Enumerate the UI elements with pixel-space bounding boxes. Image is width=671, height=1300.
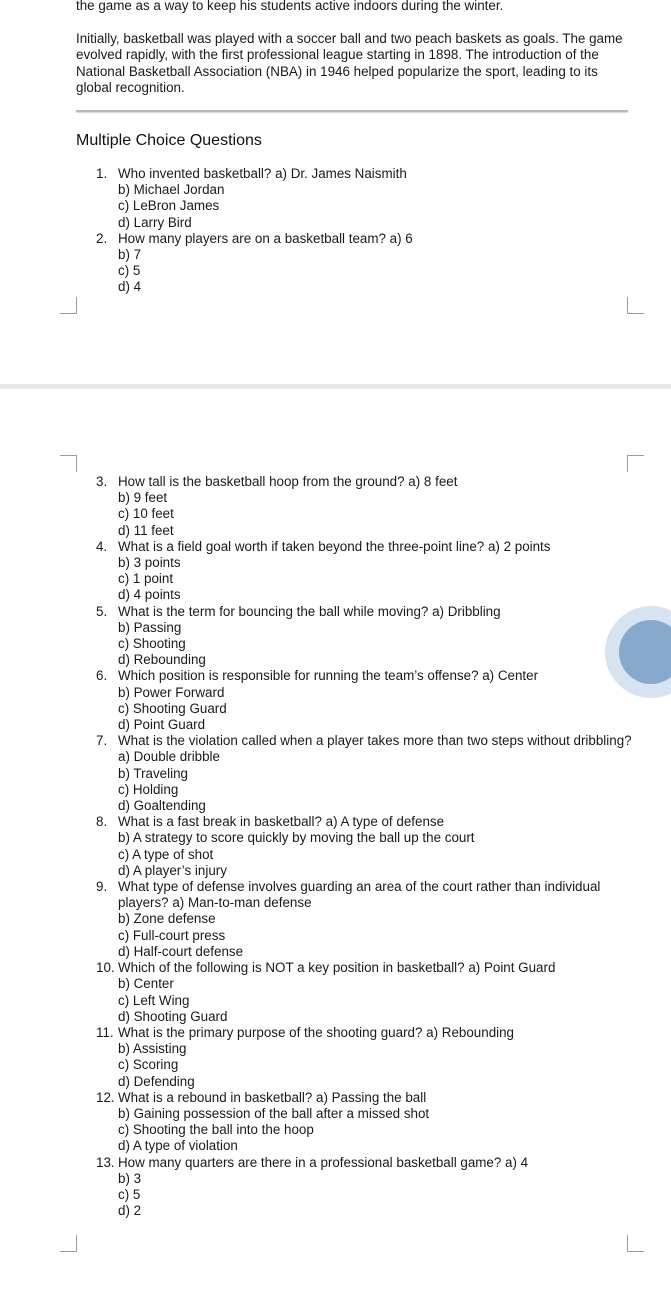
answer-option: d) 2 — [118, 1203, 142, 1219]
question-item — [96, 733, 636, 814]
question-list-page-2 — [96, 474, 636, 1219]
horizontal-rule — [76, 110, 628, 113]
answer-option: b) Center — [118, 976, 174, 992]
question-item — [96, 166, 636, 231]
answer-option: d) Goaltending — [118, 798, 206, 814]
question-text: What is the term for bouncing the ball while moving? a) Dribbling — [118, 603, 501, 619]
answer-option: b) Traveling — [118, 765, 188, 781]
question-number: 11. — [96, 1024, 114, 1040]
answer-option: b) Assisting — [118, 1041, 187, 1057]
answer-option: d) Rebounding — [118, 652, 206, 668]
answer-option: b) Gaining possession of the ball after a missed shot — [118, 1105, 430, 1121]
question-number: 10. — [96, 960, 115, 976]
question-number: 3. — [96, 474, 108, 489]
question-text: How many players are on a basketball team? a) 6 — [118, 230, 413, 246]
question-number: 6. — [96, 668, 108, 684]
question-text: Which of the following is NOT a key position in basketball? a) Point Guard — [118, 960, 556, 976]
question-number: 9. — [96, 879, 108, 895]
question-item — [96, 814, 636, 879]
answer-option: d) Defending — [118, 1073, 195, 1089]
section-heading: Multiple Choice Questions — [76, 132, 262, 149]
answer-option: b) 7 — [118, 247, 142, 263]
crop-mark-top-left — [60, 455, 77, 472]
answer-option: b) 3 — [118, 1170, 142, 1186]
answer-option: c) 10 feet — [118, 506, 174, 522]
crop-mark-bottom-left — [60, 297, 77, 314]
answer-option: d) A type of violation — [118, 1138, 238, 1154]
question-number: 12. — [96, 1089, 115, 1105]
question-number: 1. — [96, 166, 108, 181]
answer-option: c) A type of shot — [118, 846, 214, 862]
answer-option: d) A player’s injury — [118, 862, 227, 878]
document-page-1 — [0, 0, 671, 384]
question-number: 2. — [96, 230, 108, 246]
question-text: Who invented basketball? a) Dr. James Naismith — [118, 166, 407, 181]
question-text: What is the primary purpose of the shooting guard? a) Rebounding — [118, 1024, 515, 1040]
question-item — [96, 1025, 636, 1090]
question-text: What type of defense involves guarding an area of the court rather than individual players? a) Man-to-man defense — [118, 879, 601, 911]
question-number: 7. — [96, 733, 108, 749]
question-item — [96, 539, 636, 604]
answer-option: b) A strategy to score quickly by moving the ball up the court — [118, 830, 475, 846]
answer-option: c) 5 — [118, 263, 141, 279]
answer-option: b) 3 points — [118, 555, 181, 571]
question-text: What is a field goal worth if taken beyond the three-point line? a) 2 points — [118, 538, 551, 554]
answer-option: c) Shooting — [118, 636, 186, 652]
answer-option: c) Left Wing — [118, 992, 190, 1008]
crop-mark-top-right — [627, 455, 644, 472]
answer-option: c) 5 — [118, 1186, 141, 1202]
answer-option: c) 1 point — [118, 571, 174, 587]
answer-option: d) 4 points — [118, 587, 181, 603]
question-item — [96, 960, 636, 1025]
answer-option: d) Point Guard — [118, 717, 206, 733]
answer-option: d) 4 — [118, 279, 142, 295]
question-number: 13. — [96, 1154, 115, 1170]
intro-top-line: the game as a way to keep his students active indoors during the winter. — [76, 0, 504, 13]
answer-option: b) Power Forward — [118, 684, 225, 700]
answer-option: b) 9 feet — [118, 490, 168, 506]
answer-option: c) Shooting the ball into the hoop — [118, 1122, 314, 1138]
answer-option: d) Shooting Guard — [118, 1008, 228, 1024]
answer-option: d) 11 feet — [118, 522, 174, 538]
question-item — [96, 879, 636, 960]
crop-mark-bottom-right — [627, 297, 644, 314]
question-item — [96, 231, 636, 296]
question-list-page-1 — [96, 166, 636, 296]
answer-option: b) Michael Jordan — [118, 182, 225, 198]
question-item — [96, 474, 636, 539]
answer-option: b) Passing — [118, 619, 182, 635]
question-text: What is the violation called when a player takes more than two steps without dribbling? a) Double dribble — [118, 733, 632, 765]
crop-mark-bottom-right — [627, 1235, 644, 1252]
question-number: 5. — [96, 603, 108, 619]
question-item — [96, 1155, 636, 1220]
question-item — [96, 668, 636, 733]
question-number: 8. — [96, 814, 108, 830]
answer-option: c) LeBron James — [118, 198, 220, 214]
question-text: How many quarters are there in a professional basketball game? a) 4 — [118, 1154, 529, 1170]
answer-option: b) Zone defense — [118, 911, 216, 927]
intro-paragraph: Initially, basketball was played with a soccer ball and two peach baskets as goals. The game evolved rapidly, with the first professional league starting in 1898. The introduction of the National Basketball Association (NBA) in 1946 helped popularize the sport, leading to its global recognition. — [76, 31, 623, 95]
question-text: How tall is the basketball hoop from the ground? a) 8 feet — [118, 474, 458, 489]
question-item — [96, 1090, 636, 1155]
answer-option: c) Shooting Guard — [118, 700, 227, 716]
question-number: 4. — [96, 538, 108, 554]
document-page-2 — [0, 389, 671, 1300]
answer-option: c) Full-court press — [118, 927, 226, 943]
crop-mark-bottom-left — [60, 1235, 77, 1252]
answer-option: c) Scoring — [118, 1057, 179, 1073]
question-text: What is a fast break in basketball? a) A type of defense — [118, 814, 445, 830]
question-text: Which position is responsible for running the team’s offense? a) Center — [118, 668, 539, 684]
answer-option: d) Half-court defense — [118, 943, 244, 959]
question-text: What is a rebound in basketball? a) Passing the ball — [118, 1089, 427, 1105]
question-item — [96, 604, 636, 669]
answer-option: d) Larry Bird — [118, 214, 192, 230]
answer-option: c) Holding — [118, 781, 179, 797]
